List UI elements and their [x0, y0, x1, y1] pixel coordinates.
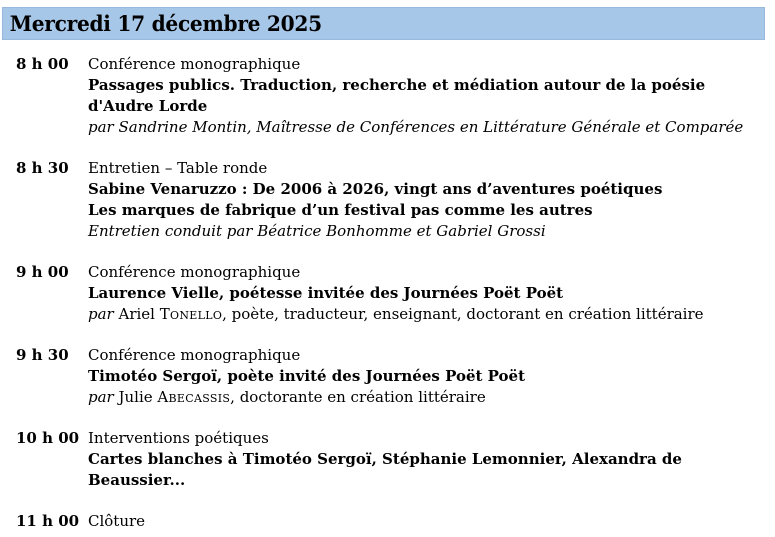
event-title-line: Beaussier... — [88, 471, 186, 489]
event-title-line: d'Audre Lorde — [88, 97, 208, 115]
schedule-entry — [0, 345, 775, 408]
entry-details — [88, 262, 775, 325]
time-label: 8 h 30 — [16, 159, 69, 177]
time-label: 11 h 00 — [16, 512, 80, 530]
event-byline — [88, 387, 755, 408]
event-byline — [88, 304, 755, 325]
byline-segment: Tonello — [159, 305, 223, 323]
byline-segment: Entretien conduit par Béatrice Bonhomme et Gabriel Grossi — [88, 222, 546, 240]
schedule-list — [0, 54, 775, 532]
event-type: Entretien – Table ronde — [88, 159, 268, 177]
event-byline — [88, 221, 755, 242]
byline-segment: par Sandrine Montin, Maîtresse de Conférences en Littérature Générale et Comparée — [88, 118, 744, 136]
event-title-line: Sabine Venaruzzo : De 2006 à 2026, vingt ans d’aventures poétiques — [88, 180, 663, 198]
day-header-title: Mercredi 17 décembre 2025 — [9, 11, 322, 36]
byline-segment: par — [88, 305, 114, 323]
schedule-entry — [0, 428, 775, 491]
event-type: Conférence monographique — [88, 55, 301, 73]
event-type: Interventions poétiques — [88, 429, 269, 447]
entry-details — [88, 511, 775, 532]
event-byline — [88, 117, 755, 138]
event-type: Conférence monographique — [88, 263, 301, 281]
byline-segment: Abecassis — [157, 388, 231, 406]
byline-segment: Ariel — [113, 305, 160, 323]
time-label: 10 h 00 — [16, 429, 80, 447]
event-title-line: Cartes blanches à Timotéo Sergoï, Stéphanie Lemonnier, Alexandra de — [88, 450, 682, 468]
entry-details — [88, 54, 775, 138]
event-title-line: Les marques de fabrique d’un festival pas comme les autres — [88, 201, 593, 219]
entry-details — [88, 158, 775, 242]
event-type: Conférence monographique — [88, 346, 301, 364]
day-header-bar — [2, 7, 765, 40]
byline-segment: par — [88, 388, 114, 406]
schedule-entry — [0, 511, 775, 532]
entry-details — [88, 345, 775, 408]
event-title-line: Laurence Vielle, poétesse invitée des Journées Poët Poët — [88, 284, 564, 302]
program-page — [0, 7, 775, 537]
byline-segment: , poète, traducteur, enseignant, doctorant en création littéraire — [222, 305, 704, 323]
entry-details — [88, 428, 775, 491]
byline-segment: , doctorante en création littéraire — [230, 388, 486, 406]
schedule-entry — [0, 158, 775, 242]
schedule-entry — [0, 54, 775, 138]
event-title-line: Passages publics. Traduction, recherche et médiation autour de la poésie — [88, 76, 706, 94]
time-label: 8 h 00 — [16, 55, 69, 73]
byline-segment: Julie — [113, 388, 158, 406]
event-type: Clôture — [88, 512, 146, 530]
time-label: 9 h 00 — [16, 263, 69, 281]
event-title-line: Timotéo Sergoï, poète invité des Journées Poët Poët — [88, 367, 525, 385]
schedule-entry — [0, 262, 775, 325]
time-label: 9 h 30 — [16, 346, 69, 364]
